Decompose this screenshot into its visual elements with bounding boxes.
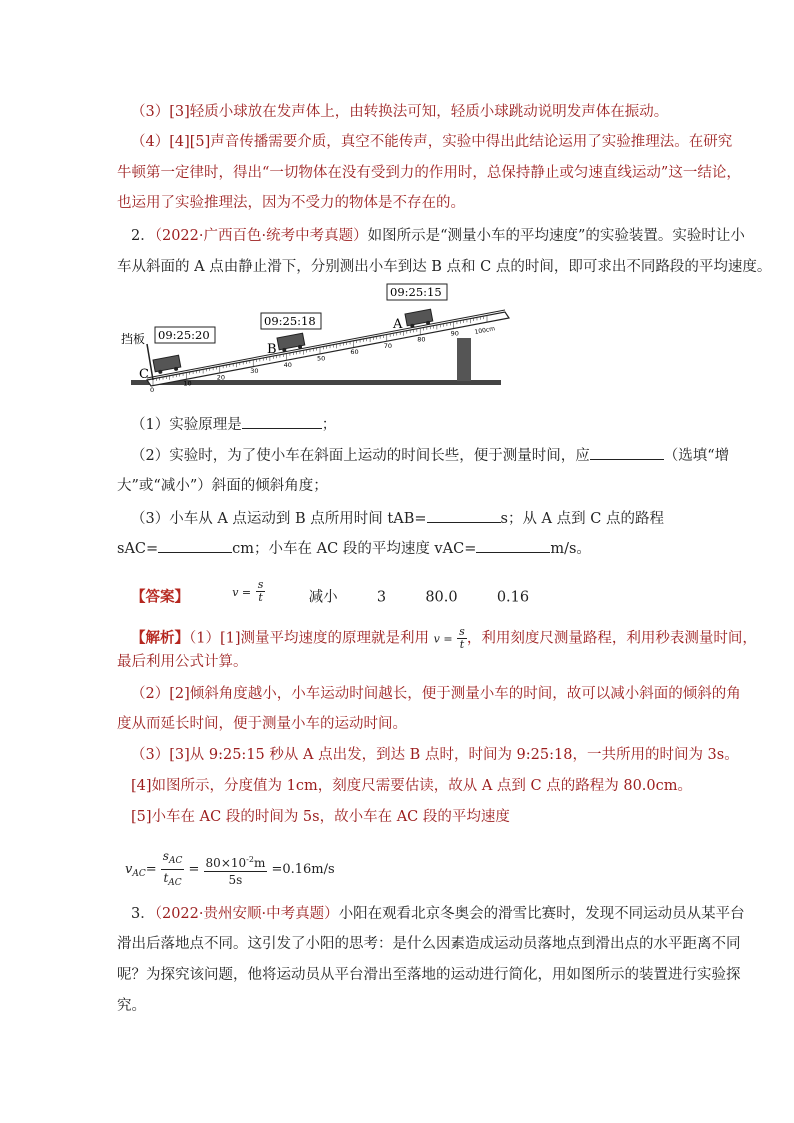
answer-blank-1[interactable] xyxy=(242,414,322,429)
sub-question-3-line-2: sAC= cm；小车在 AC 段的平均速度 vAC= m/s。 xyxy=(117,538,697,559)
answer-formula: $\frac{s}{t}$ xyxy=(257,578,264,604)
ruler-tick-label: 0 xyxy=(150,386,155,394)
ruler-tick-label: 20 xyxy=(216,373,226,382)
answer-3: 3 xyxy=(376,589,387,606)
ruler-unit-label: 100cm xyxy=(474,325,496,336)
incline-board xyxy=(147,312,509,386)
analysis-label: 【解析】 xyxy=(131,629,189,647)
ruler-tick-label: 30 xyxy=(250,367,259,376)
question-3-line-1: 3．（2022·贵州安顺·中考真题）小阳在观看北京冬奥会的滑雪比赛时，发现不同运动员从某平台 xyxy=(131,906,745,922)
analysis-formula: $\frac{s}{t}$ xyxy=(459,625,465,651)
incline-figure xyxy=(117,282,517,394)
analysis-line-4: 度从而延长时间，便于测量小车的运动时间。 xyxy=(117,716,407,732)
sub-question-1: （1）实验原理是 ； xyxy=(131,414,711,435)
velocity-equation: $v_{AC}=$ $\frac{s_{AC}}{t_{AC}}$ = $\frac{80\times 10^{-2}m}{5s}$ =0.16m/s xyxy=(125,849,335,888)
clock-c-time: 09:25:20 xyxy=(158,328,210,342)
question-3-line-2: 滑出后落地点不同。这引发了小阳的思考：是什么因素造成运动员落地点到滑出点的水平距离不同 xyxy=(117,936,741,952)
incline-top-edge xyxy=(147,310,505,378)
ruler-tick-label: 90 xyxy=(450,329,459,338)
answer-label: 【答案】 xyxy=(131,588,189,606)
clock-b-time: 09:25:18 xyxy=(264,314,316,328)
analysis-line-6: [4]如图所示，分度值为 1cm，刻度尺需要估读，故从 A 点到 C 点的路程为 80.0cm。 xyxy=(131,778,693,794)
ruler-tick-label: 70 xyxy=(383,341,393,350)
analysis-line-2: 最后利用公式计算。 xyxy=(117,654,248,670)
answer-2: 减小 xyxy=(308,589,338,606)
prev-solution-line-3: 牛顿第一定律时，得出“一切物体在没有受到力的作用时，总保持静止或匀速直线运动”这一结论， xyxy=(117,165,741,181)
prev-solution-line-4: 也运用了实验推理法，因为不受力的物体是不存在的。 xyxy=(117,195,465,211)
answer-line xyxy=(131,578,711,610)
sub-question-2-line-2: 大”或“减小”）斜面的倾斜角度； xyxy=(117,478,328,494)
question-2-stem-line-2: 车从斜面的 A 点由静止滑下，分别测出小车到达 B 点和 C 点的时间，即可求出不同路段的平均速度。 xyxy=(117,259,772,275)
answer-blank-4[interactable] xyxy=(158,538,232,553)
ruler-tick-label: 80 xyxy=(417,335,426,344)
sub-question-3-line-1: （3）小车从 A 点运动到 B 点所用时间 tAB= s；从 A 点到 C 点的路程 xyxy=(131,508,711,529)
ruler-tick-label: 40 xyxy=(283,360,292,369)
point-c-label: C xyxy=(139,367,149,382)
question-source: （2022·广西百色·统考中考真题） xyxy=(154,228,368,244)
analysis-line-5: （3）[3]从 9:25:15 秒从 A 点出发，到达 B 点时，时间为 9:25:18，一共所用的时间为 3s。 xyxy=(131,747,739,763)
question-3-line-3: 呢？为探究该问题，他将运动员从平台滑出至落地的运动进行简化，用如图所示的装置进行实验探 xyxy=(117,967,741,983)
point-a-label: A xyxy=(393,317,403,332)
answer-blank-3[interactable] xyxy=(427,508,501,523)
question-2-stem-line-1 xyxy=(131,226,745,246)
question-number: 2． xyxy=(131,228,155,244)
cart-at-b xyxy=(277,333,305,353)
prev-solution-line-1: （3）[3]轻质小球放在发声体上，由转换法可知，轻质小球跳动说明发声体在振动。 xyxy=(131,104,669,120)
analysis-formula-v: v = xyxy=(433,632,453,646)
answer-4: 80.0 xyxy=(425,589,458,606)
baffle-label: 挡板 xyxy=(121,332,146,346)
answer-blank-2[interactable] xyxy=(590,445,664,460)
clock-a-time: 09:25:15 xyxy=(390,285,442,299)
ruler-tick-label: 10 xyxy=(183,379,192,388)
support-block xyxy=(457,338,471,381)
question-3-line-4: 究。 xyxy=(117,998,146,1014)
answer-blank-5[interactable] xyxy=(476,538,550,553)
analysis-line-3: （2）[2]倾斜角度越小，小车运动时间越长，便于测量小车的时间，故可以减小斜面的倾斜的角 xyxy=(131,686,741,702)
prev-solution-line-2: （4）[4][5]声音传播需要介质，真空不能传声，实验中得出此结论运用了实验推理法。在研究 xyxy=(131,134,733,150)
sub-question-2-line-1: （2）实验时，为了使小车在斜面上运动的时间长些，便于测量时间，应 （选填“增 xyxy=(131,445,711,466)
question-stem: 如图所示是“测量小车的平均速度”的实验装置。实验时让小 xyxy=(367,228,745,244)
point-b-label: B xyxy=(267,342,277,357)
analysis-line-1: 【解析】（1）[1]测量平均速度的原理就是利用 v = $\frac{s}{t}$ ，利用刻度尺测量路程，利用秒表测量时间， xyxy=(131,625,757,651)
answer-5: 0.16 xyxy=(496,589,530,606)
analysis-line-7: [5]小车在 AC 段的时间为 5s，故小车在 AC 段的平均速度 xyxy=(131,809,510,825)
ruler-tick-label: 60 xyxy=(350,348,359,357)
answer-formula-v: v = xyxy=(232,585,252,599)
ruler-tick-label: 50 xyxy=(317,354,326,363)
